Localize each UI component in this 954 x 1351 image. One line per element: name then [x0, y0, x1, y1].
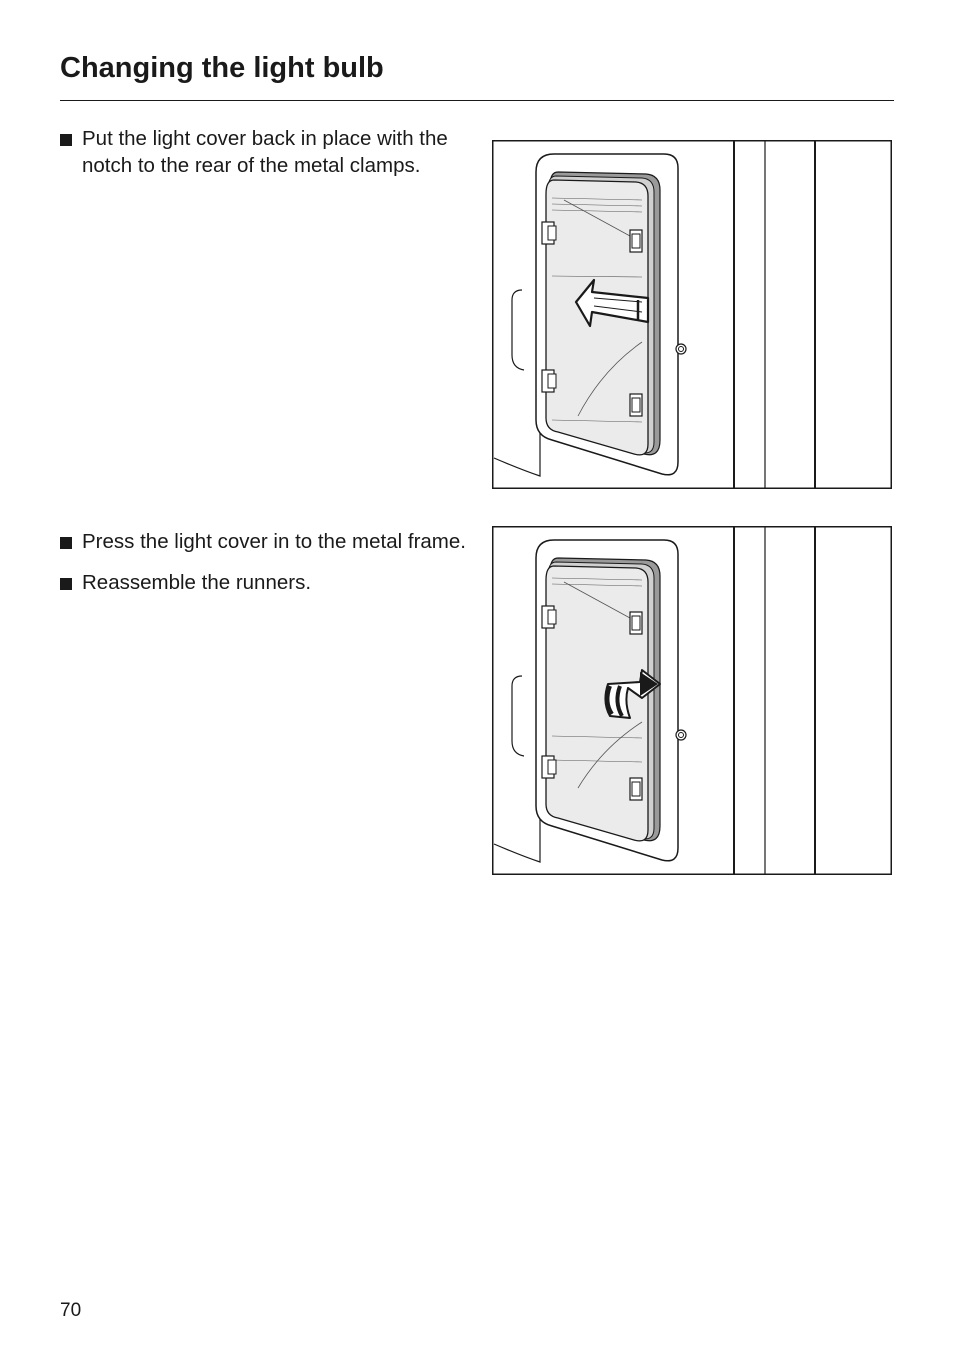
illustration-press-cover-into-frame: [492, 526, 892, 875]
instruction-text: Press the light cover in to the metal frame.: [82, 530, 466, 553]
page-number: 70: [60, 1300, 82, 1321]
instruction-list-1: [60, 125, 470, 193]
list-item: [60, 528, 470, 555]
bullet-square-icon: [60, 578, 72, 590]
instruction-list-2: [60, 528, 470, 610]
bullet-square-icon: [60, 134, 72, 146]
instruction-text: Put the light cover back in place with the notch to the rear of the metal clamps.: [82, 127, 448, 177]
title-divider: [60, 100, 894, 101]
bullet-square-icon: [60, 537, 72, 549]
page-title: Changing the light bulb: [60, 52, 384, 84]
illustration-light-cover-notch: [492, 140, 892, 489]
list-item: [60, 569, 470, 596]
instruction-text: Reassemble the runners.: [82, 571, 312, 594]
list-item: [60, 125, 470, 179]
